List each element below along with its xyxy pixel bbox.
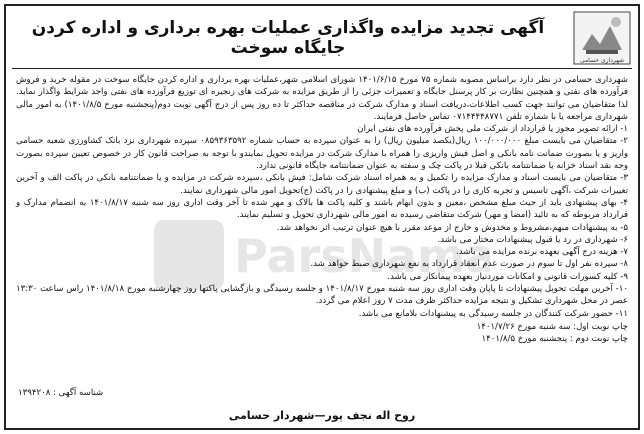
list-item: ۶- شهرداری در رد یا قبول پیشنهادات مختار می باشد. — [437, 234, 628, 245]
conditions-list — [16, 123, 628, 320]
logo-text: شهرداری حسامی — [579, 57, 625, 64]
list-item: ۴- بهای پیشنهادی باید از حیث مبلغ مشخص ،معین و بدون ابهام باشند و کلیه پاکت ها بالاک و مهر شده تا آخر وقت اداری روز سه شنبه ۱۴۰۱/۸/۱۷ به انضمام مدارک و قرارداد مربوطه که به تائید (امضا و مهر) شرکت متقاضی رسیده به امور مالی شهرداری تحویل و تسلیم نمایند. — [16, 197, 628, 221]
watermark-text: ParsNama — [234, 229, 490, 283]
list-item: ۲- متقاضیان می بایست مبلغ ۱۰۰/۰۰۰/۰۰۰ ریال(یکصد میلیون ریال) را به عنوان سپرده به حساب شماره ۰۸۵۹۳۶۳۵۹۲ سپرده شهرداری نزد بانک کشاورزی شعبه حسامی واریز و یا بصورت ضمانت نامه بانکی و اصل فیش واریزی را همراه با مدارک شرکت در مزایده تحویل نمایندو با توجه به صراحت قانون کار در خصوص تعیین سپرده بصورت وجه نقد اسناد خزانه یا ضمانتنامه بانکی قبلا در پاکت چک و سفته به عنوان ضمانتنامه جایگاه قانونی ندارد. — [16, 136, 629, 172]
publication-dates — [16, 321, 628, 346]
first-publication-date: چاپ نوبت اول: سه شنبه مورخ ۱۴۰۱/۷/۲۶ — [476, 321, 628, 332]
ad-title: آگهی تجدید مزایده واگذاری عملیات بهره برداری و اداره کردن جایگاه سوخت — [31, 18, 545, 58]
list-item: ۳- متقاضیان می بایست اسناد و مدارک مزایده را تکمیل و به همراه اسناد شرکت شامل: فیش بانکی ،سپرده شرکت در مزایده و یا ضمانتنامه بانکی در پاکت الف و آخرین تغییرات شرکت ،آگهی تاسیس و تجربه کاری را در پاکت (ب) و مبلغ پیشنهادی را در پاکت (ج)تحویل امور مالی شهرداری نمایند. — [16, 173, 628, 196]
list-item: ۹- کلیه کسورات قانونی و امکانات موردنیاز بعهده پیمانکار می باشد. — [387, 271, 628, 282]
list-item: ۷- هزینه درج آگهی بعهده برنده مزایده می باشد. — [456, 247, 628, 258]
ad-serial-number: شناسه آگهی : ۱۳۹۴۲۰۸ — [18, 388, 104, 398]
ad-header — [12, 10, 632, 66]
list-item: ۵- به پیشنهادات مبهم،مشروط و مخدوش و خارج از موعد مقرر با هیچ عنوان ترتیب اثر نخواهد شد. — [276, 222, 628, 233]
list-item: ۸- سپرده نفر اول تا سوم در صورت عدم انعقاد قرارداد به نفع شهرداری ضبط خواهد شد. — [310, 259, 628, 270]
list-item: ۱- ارائه تصویر مجوز یا قرارداد از شرکت ملی پخش فرآورده های نفتی ایران — [357, 124, 628, 135]
signature: روح اله نجف پور—شهردار حسامی — [228, 409, 416, 422]
list-item: ۱۰- آخرین مهلت تحویل پیشنهادات تا پایان وقت اداری روز سه شنبه مورخ ۱۴۰۱/۸/۱۷ و جلسه رسیدگی و بازگشایی پاکتها روز چهارشنبه مورخ ۱۴۰۱/۸/۱۸ راس ساعت ۱۳:۳۰ عصر در محل شهرداری تشکیل و نتیجه مزایده حداکثر ظرف مدت ۷ روز اعلام می گردد. — [16, 284, 628, 307]
second-publication-date: چاپ نوبت دوم : پنجشنبه مورخ ۱۴۰۱/۸/۵ — [481, 334, 628, 345]
header-divider — [12, 68, 632, 69]
municipality-logo — [572, 10, 632, 66]
ad-body — [16, 74, 628, 346]
intro-paragraph: شهرداری حسامی در نظر دارد براساس مصوبه شماره ۷۵ مورخ ۱۴۰۱/۶/۱۵ شورای اسلامی شهر،عملیات بهره برداری و اداره کردن جایگاه سوخت در مقوله خرید و فروش فرآورده های نفتی و همچنین نظارت بر کار پرسنل جایگاه و تعمیرات جزئی را از طریق مزایده به شرکت های زنجیره ای توزیع فرآورده های نفتی واجد شرایط واگذار نماید. لذا متقاضیان می توانند جهت کسب اطلاعات،دریافت اسناد و مدارک شرکت در مناقصه حداکثر تا ده روز پس از درج آگهی نوبت دوم(پنجشنبه مورخ ۱۴۰۱/۸/۵) به امور مالی شهرداری مراجعه یا با شماره تلفن ۰۷۱۴۴۴۴۸۷۷۱ تماس حاصل فرمایند. — [16, 75, 629, 122]
list-item: ۱۱- حضور شرکت کنندگان در جلسه رسیدگی به پیشنهادات بلامانع می باشد. — [358, 308, 628, 319]
